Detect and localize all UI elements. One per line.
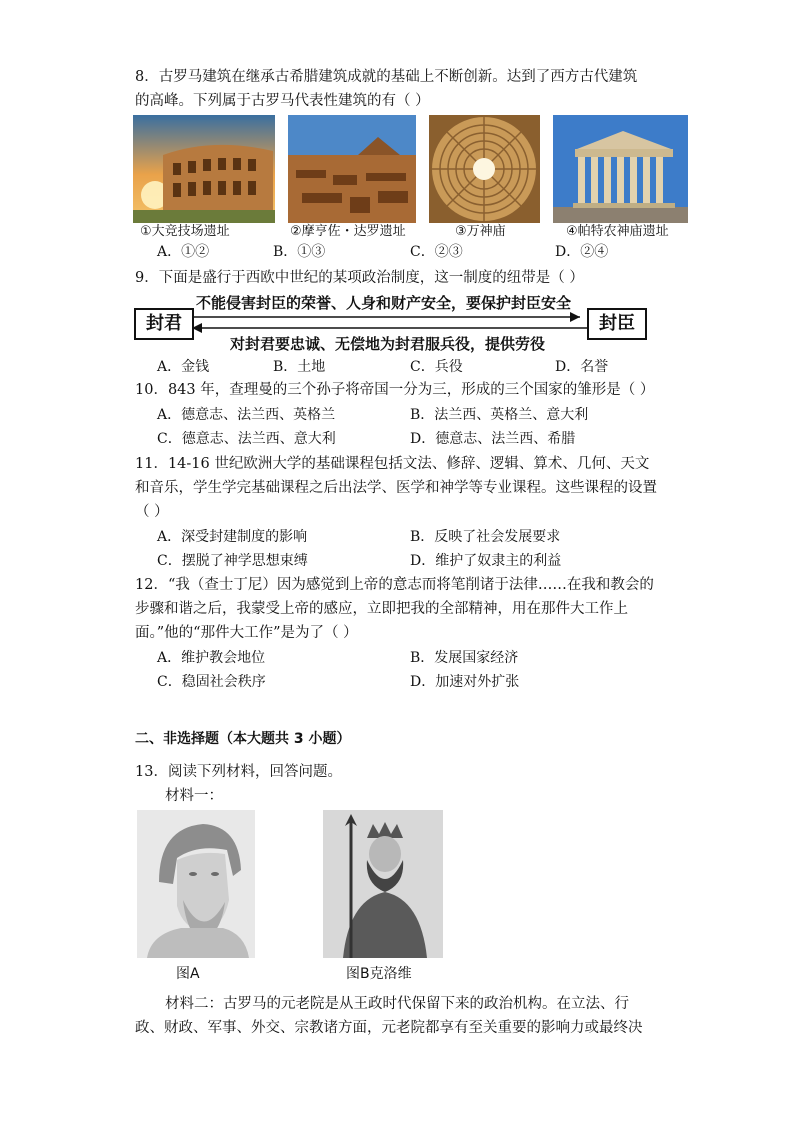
q11-stem-line3: （ ） [135,504,169,520]
figure-b-caption: 图B克洛维 [346,966,412,982]
q12-stem-line2: 步骤和谐之后，我蒙受上帝的感应，立即把我的全部精神，用在那件大工作上 [135,601,628,617]
q10-option-c[interactable]: C．德意志、法兰西、意大利 [157,431,336,447]
q13-material-2-line1: 材料二：古罗马的元老院是从王政时代保留下来的政治机构。在立法、行 [165,996,629,1012]
caption-4: ④帕特农神庙遗址 [566,224,669,239]
q11-stem-line1: 11．14-16 世纪欧洲大学的基础课程包括文法、修辞、逻辑、算术、几何、天文 [135,456,650,472]
q12-stem-line3: 面。”他的“那件大工作”是为了（ ） [135,625,358,641]
q13-material-1-label: 材料一： [165,788,223,804]
parthenon-image [553,115,688,223]
caption-2: ②摩亨佐・达罗遗址 [290,224,406,239]
q10-option-d[interactable]: D．德意志、法兰西、希腊 [410,431,576,447]
q11-option-c[interactable]: C．摆脱了神学思想束缚 [157,553,308,569]
q8-option-a[interactable]: A．①② [157,244,210,260]
q9-option-d[interactable]: D．名誉 [555,359,609,375]
diagram-lord-box: 封君 [134,308,194,340]
figure-b-clovis-image [323,810,443,958]
q9-option-c[interactable]: C．兵役 [410,359,463,375]
q9-stem-line1: 9．下面是盛行于西欧中世纪的某项政治制度，这一制度的纽带是（ ） [135,270,584,286]
figure-a-caption: 图A [176,966,200,982]
caption-3: ③万神庙 [455,224,506,239]
q9-option-b[interactable]: B．土地 [273,359,326,375]
q8-stem-line2: 的高峰。下列属于古罗马代表性建筑的有（ ） [135,93,430,109]
q12-option-d[interactable]: D．加速对外扩张 [410,674,520,690]
q11-option-d[interactable]: D．维护了奴隶主的利益 [410,553,562,569]
section-2-title: 二、非选择题（本大题共 3 小题） [135,731,351,747]
q10-option-b[interactable]: B．法兰西、英格兰、意大利 [410,407,589,423]
q9-option-a[interactable]: A．金钱 [157,359,210,375]
q11-option-a[interactable]: A．深受封建制度的影响 [157,529,308,545]
q12-option-c[interactable]: C．稳固社会秩序 [157,674,266,690]
q8-option-d[interactable]: D．②④ [555,244,609,260]
q11-stem-line2: 和音乐，学生学完基础课程之后出法学、医学和神学等专业课程。这些课程的设置 [135,480,657,496]
q8-stem-line1: 8．古罗马建筑在继承古希腊建筑成就的基础上不断创新。达到了西方古代建筑 [135,69,638,85]
q12-option-a[interactable]: A．维护教会地位 [157,650,266,666]
q13-stem-line1: 13．阅读下列材料，回答问题。 [135,764,342,780]
q10-stem-line1: 10．843 年，查理曼的三个孙子将帝国一分为三，形成的三个国家的雏形是（ ） [135,382,655,398]
q12-option-b[interactable]: B．发展国家经济 [410,650,519,666]
q8-option-c[interactable]: C．②③ [410,244,463,260]
mohenjo-daro-image [288,115,416,223]
q13-material-2-line2: 政、财政、军事、外交、宗教诸方面，元老院都享有至关重要的影响力或最终决 [135,1020,643,1036]
diagram-bottom-text: 对封君要忠诚、无偿地为封君服兵役，提供劳役 [230,335,546,353]
colosseum-image [133,115,275,223]
diagram-vassal-box: 封臣 [587,308,647,340]
q8-option-b[interactable]: B．①③ [273,244,326,260]
q12-stem-line1: 12．“我（查士丁尼）因为感觉到上帝的意志而将笔削诸于法律……在我和教会的 [135,577,654,593]
q11-option-b[interactable]: B．反映了社会发展要求 [410,529,561,545]
figure-a-bust-image [137,810,255,958]
diagram-top-text: 不能侵害封臣的荣誉、人身和财产安全，要保护封臣安全 [196,294,572,312]
pantheon-image [429,115,540,223]
q10-option-a[interactable]: A．德意志、法兰西、英格兰 [157,407,336,423]
diagram-arrows [192,310,588,334]
caption-1: ①大竞技场遗址 [140,224,230,239]
